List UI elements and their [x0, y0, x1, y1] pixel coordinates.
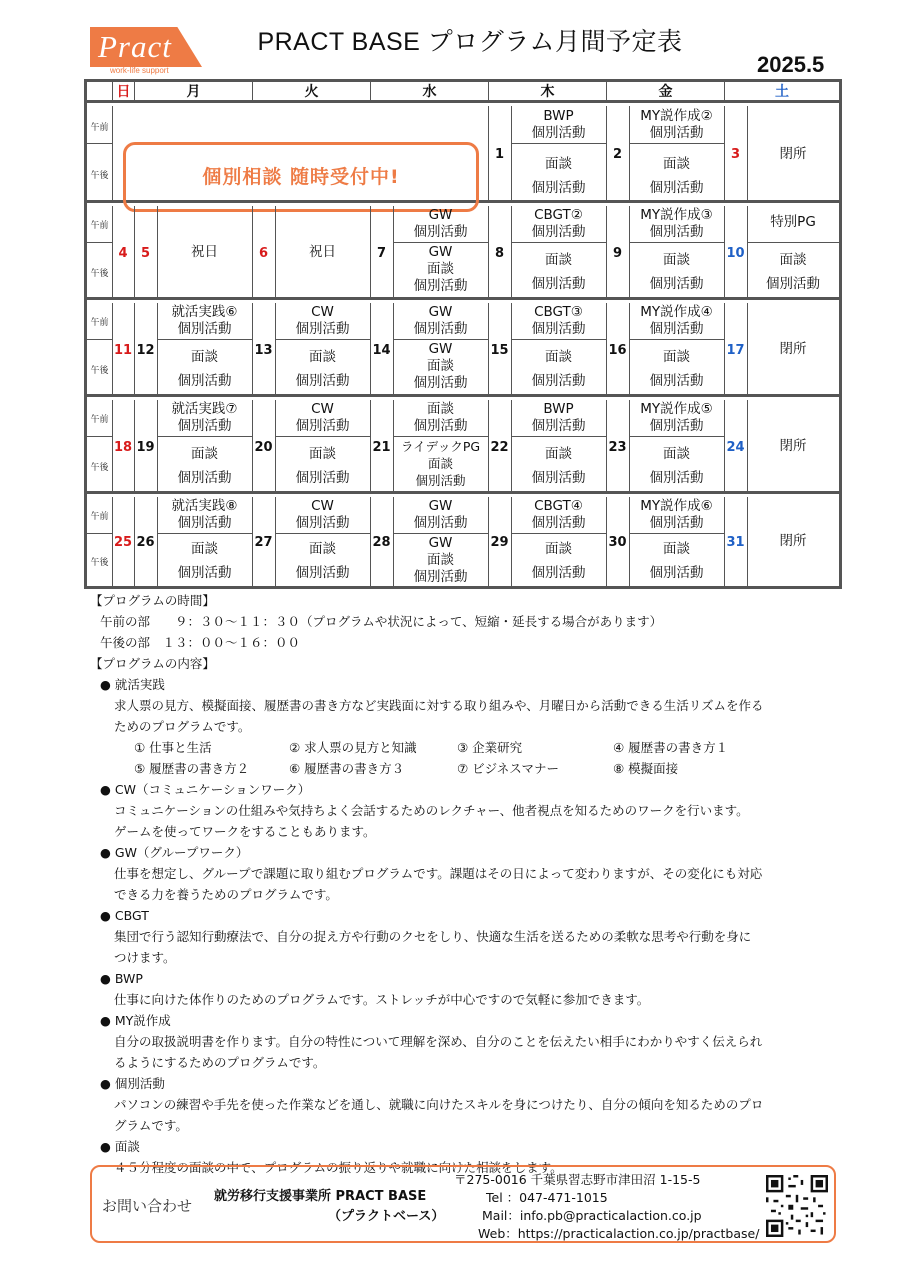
day-number: 26	[136, 535, 155, 550]
web-link[interactable]: Web：https://practicalaction.co.jp/practbase/	[478, 1226, 760, 1241]
topic-item: ④ 履歴書の書き方１	[613, 740, 729, 755]
office-name: 就労移行支援事業所 PRACT BASE	[214, 1189, 427, 1204]
weekday-header	[87, 82, 839, 103]
program-title: ● BWP	[100, 971, 143, 986]
day-number: 10	[726, 246, 745, 261]
page-title: PRACT BASE プログラム月間予定表	[257, 28, 683, 56]
event-holiday: 祝日	[191, 244, 218, 260]
event-pm: 面談 個別活動	[649, 541, 704, 581]
program-desc: できる力を養うためのプログラムです。	[114, 887, 338, 902]
event-pm: 面談 個別活動	[649, 446, 704, 486]
address: 〒275-0016 千葉県習志野市津田沼 1-15-5	[454, 1172, 701, 1187]
event-am: MY説作成⑥ 個別活動	[640, 498, 713, 531]
weekday-mon: 月	[134, 82, 252, 103]
day-number: 14	[372, 343, 391, 358]
day-number: 28	[372, 535, 391, 550]
day-number: 21	[372, 440, 391, 455]
weekday-thu: 木	[488, 82, 606, 103]
pm-label: 午後	[90, 558, 109, 568]
day-number: 16	[608, 343, 627, 358]
event-closed: 閉所	[779, 341, 807, 357]
day-number: 19	[136, 440, 155, 455]
event-am: BWP 個別活動	[531, 401, 586, 434]
day-number: 29	[490, 535, 509, 550]
program-info	[90, 590, 790, 1178]
topic-item: ⑥ 履歴書の書き方３	[289, 761, 405, 776]
day-number: 30	[608, 535, 627, 550]
tel: Tel ：047-471-1015	[486, 1190, 608, 1205]
program-desc: 仕事に向けた体作りのためのプログラムです。ストレッチが中心ですので気軽に参加できます。	[114, 992, 650, 1007]
program-title: ● CW（コミュニケーションワーク）	[100, 782, 311, 797]
program-desc: 求人票の見方、模擬面接、履歴書の書き方など実践面に対する取り組みや、月曜日から活動できる生活リズムを作る	[114, 698, 764, 713]
topic-item: ⑦ ビジネスマナー	[457, 761, 560, 776]
event-pm: 面談 個別活動	[177, 349, 232, 389]
am-time: 午前の部 ９：３０～１１：３０（プログラムや状況によって、短縮・延長する場合があります）	[100, 614, 663, 629]
topic-row	[90, 758, 790, 779]
event-closed: 閉所	[779, 146, 807, 162]
event-am: GW 個別活動	[413, 207, 468, 240]
day-number: 17	[726, 343, 745, 358]
day-number: 24	[726, 440, 745, 455]
program-desc: コミュニケーションの仕組みや気持ちよく会話するためのレクチャー、他者視点を知るためのワークを行います。	[114, 803, 749, 818]
day-number: 31	[726, 535, 745, 550]
contact-label: お問い合わせ	[102, 1197, 193, 1215]
week-3	[87, 303, 839, 397]
program-desc: 仕事を想定し、グループで課題に取り組むプログラムです。課題はその日によって変わりますが、その変化にも対応	[114, 866, 763, 881]
event-pm: 面談 個別活動	[177, 446, 232, 486]
event-am: CW 個別活動	[295, 498, 350, 531]
day-number: 13	[254, 343, 273, 358]
event-pm: 面談 個別活動	[177, 541, 232, 581]
weekday-sat: 土	[724, 82, 839, 103]
day-number: 5	[140, 246, 151, 261]
am-label: 午前	[90, 123, 109, 133]
event-am: 就活実践⑧ 個別活動	[171, 498, 238, 531]
event-special: 特別PG	[770, 214, 816, 230]
day-number: 22	[490, 440, 509, 455]
event-am: CW 個別活動	[295, 401, 350, 434]
program-desc: ゲームを使ってワークをすることもあります。	[114, 824, 376, 839]
program-title: ● 就活実践	[100, 677, 165, 692]
topic-item: ③ 企業研究	[457, 740, 523, 755]
pract-logo	[90, 27, 202, 75]
weekday-wed: 水	[370, 82, 488, 103]
program-desc: ４５分程度の面談の中で、プログラムの振り返りや就職に向けた相談をします。	[114, 1160, 563, 1175]
event-pm: ライデックPG 面談 個別活動	[400, 439, 481, 488]
event-pm: GW 面談 個別活動	[413, 244, 468, 294]
event-pm: 面談 個別活動	[766, 252, 820, 292]
event-holiday: 祝日	[309, 244, 336, 260]
mail-link[interactable]: Mail：info.pb@practicalaction.co.jp	[482, 1208, 702, 1223]
day-number: 2	[612, 147, 623, 162]
day-number: 8	[494, 246, 505, 261]
contact-footer	[90, 1165, 836, 1243]
event-pm: 面談 個別活動	[531, 541, 586, 581]
weekday-tue: 火	[252, 82, 370, 103]
event-pm: 面談 個別活動	[649, 156, 704, 196]
topic-item: ⑧ 模擬面接	[613, 761, 679, 776]
event-pm: 面談 個別活動	[295, 541, 350, 581]
week-5	[87, 497, 839, 586]
event-pm: 面談 個別活動	[295, 446, 350, 486]
office-kana: （プラクトベース）	[328, 1209, 445, 1224]
event-am: MY説作成④ 個別活動	[640, 304, 713, 337]
day-number: 9	[612, 246, 623, 261]
event-am: GW 個別活動	[413, 304, 468, 337]
program-desc: 自分の取扱説明書を作ります。自分の特性について理解を深め、自分のことを伝えたい相手にわかりやすく伝えられ	[114, 1034, 763, 1049]
event-pm: 面談 個別活動	[649, 349, 704, 389]
time-heading: 【プログラムの時間】	[90, 593, 215, 608]
day-number: 23	[608, 440, 627, 455]
program-desc: グラムです。	[114, 1118, 188, 1133]
day-number: 27	[254, 535, 273, 550]
am-label: 午前	[90, 512, 109, 522]
event-pm: 面談 個別活動	[531, 349, 586, 389]
day-number: 7	[376, 246, 387, 261]
event-am: 就活実践⑥ 個別活動	[171, 304, 238, 337]
week-1	[87, 106, 839, 203]
topic-row	[90, 737, 790, 758]
logo-text: Pract	[98, 29, 172, 64]
program-desc: 集団で行う認知行動療法で、自分の捉え方や行動のクセをしり、快適な生活を送るための柔軟な思考や行動を身に	[114, 929, 752, 944]
am-label: 午前	[90, 318, 109, 328]
content-heading: 【プログラムの内容】	[90, 656, 215, 671]
day-number: 4	[118, 246, 128, 261]
event-am: CBGT④ 個別活動	[531, 498, 586, 531]
program-desc: パソコンの練習や手先を使った作業などを通し、就職に向けたスキルを身につけたり、自分の傾向を知るためのプロ	[114, 1097, 764, 1112]
am-label: 午前	[90, 221, 109, 231]
week-4	[87, 400, 839, 494]
weekday-fri: 金	[606, 82, 724, 103]
event-pm: 面談 個別活動	[649, 252, 704, 292]
topic-item: ⑤ 履歴書の書き方２	[134, 761, 250, 776]
event-am: MY説作成⑤ 個別活動	[640, 401, 713, 434]
event-closed: 閉所	[779, 533, 807, 549]
day-number: 12	[136, 343, 155, 358]
event-am: 就活実践⑦ 個別活動	[171, 401, 238, 434]
topic-item: ① 仕事と生活	[134, 740, 212, 755]
program-desc: るようにするためのプログラムです。	[114, 1055, 326, 1070]
event-am: CW 個別活動	[295, 304, 350, 337]
program-title: ● 面談	[100, 1139, 140, 1154]
event-am: BWP 個別活動	[531, 108, 586, 141]
day-number: 25	[113, 535, 133, 550]
pm-time: 午後の部 １３：００～１６：００	[100, 635, 301, 650]
event-pm: 面談 個別活動	[531, 446, 586, 486]
qr-code-icon[interactable]	[766, 1175, 828, 1237]
program-title: ● MY説作成	[100, 1013, 171, 1028]
event-am: 面談 個別活動	[413, 401, 468, 434]
program-desc: ためのプログラムです。	[114, 719, 251, 734]
event-pm: 面談 個別活動	[295, 349, 350, 389]
pm-label: 午後	[90, 463, 109, 473]
week-2	[87, 206, 839, 300]
event-pm: GW 面談 個別活動	[413, 535, 468, 585]
weekday-sun: 日	[112, 82, 134, 103]
monthly-calendar	[84, 79, 842, 589]
pm-label: 午後	[90, 269, 109, 279]
am-label: 午前	[90, 415, 109, 425]
day-number: 3	[730, 147, 741, 162]
event-am: GW 個別活動	[413, 498, 468, 531]
pm-label: 午後	[90, 366, 109, 376]
program-desc: つけます。	[114, 950, 176, 965]
event-closed: 閉所	[779, 438, 807, 454]
logo-subtitle: work-life support	[110, 66, 169, 75]
topic-item: ② 求人票の見方と知識	[289, 740, 417, 755]
program-title: ● CBGT	[100, 908, 149, 923]
program-title: ● 個別活動	[100, 1076, 165, 1091]
consultation-banner: 個別相談 随時受付中!	[123, 142, 479, 212]
event-am: CBGT② 個別活動	[531, 207, 586, 240]
day-number: 11	[113, 343, 133, 358]
event-am: MY説作成③ 個別活動	[640, 207, 713, 240]
day-number: 20	[254, 440, 273, 455]
event-pm: GW 面談 個別活動	[413, 341, 468, 391]
day-number: 15	[490, 343, 509, 358]
day-number: 18	[113, 440, 133, 455]
event-am: CBGT③ 個別活動	[531, 304, 586, 337]
program-title: ● GW（グループワーク）	[100, 845, 249, 860]
event-am: MY説作成② 個別活動	[640, 108, 713, 141]
contact-details	[454, 1171, 759, 1243]
event-pm: 面談 個別活動	[531, 252, 586, 292]
year-month: 2025.5	[757, 52, 825, 77]
event-pm: 面談 個別活動	[531, 156, 586, 196]
day-number: 6	[258, 246, 269, 261]
day-number: 1	[494, 147, 505, 162]
pm-label: 午後	[90, 171, 109, 181]
